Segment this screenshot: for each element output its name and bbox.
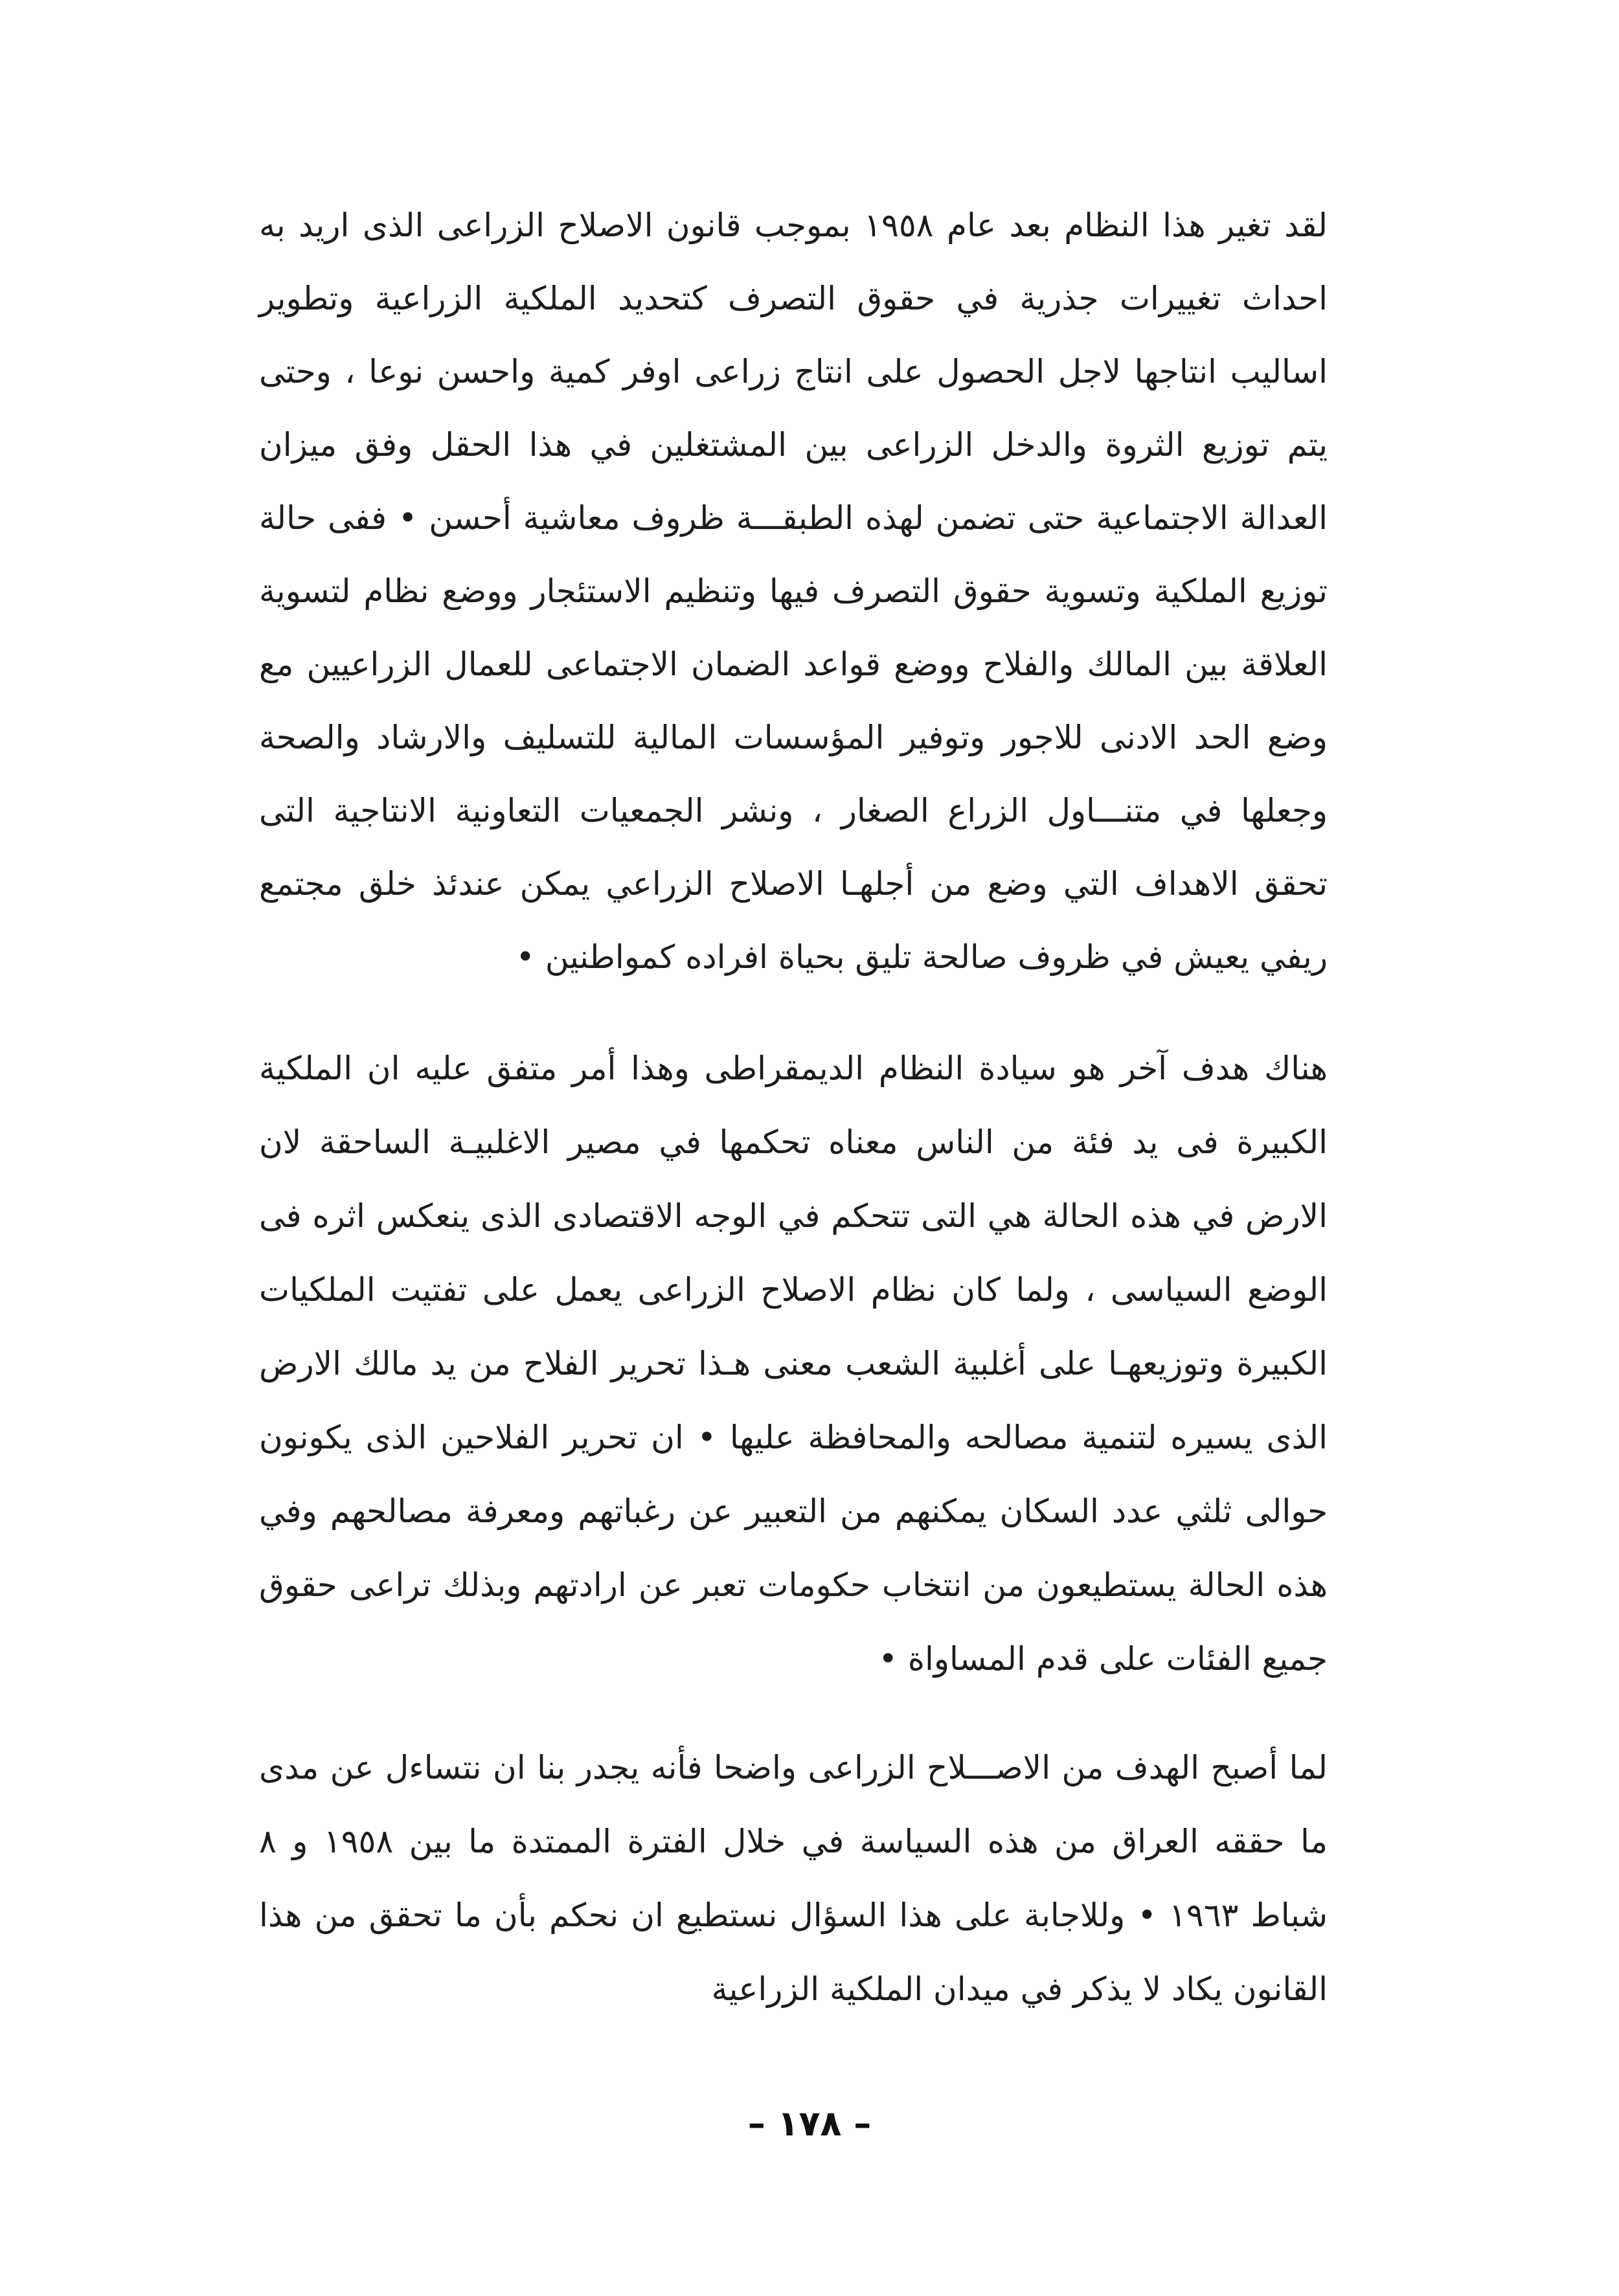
- body-text-2: [259, 1031, 1328, 1696]
- paragraph-agrarian-reform-law: لقد تغير هذا النظام بعد عام ١٩٥٨ بموجب قانون الاصلاح الزراعى الذى اريد به احداث تغييرات جذرية في حقوق التصرف كتحديد الملكية الزراعية وتطوير اساليب انتاجها لاجل الحصول على انتاج زراعى اوفر كمية واحسن نوعا ، وحتى يتم توزيع الثروة والدخل الزراعى بين المشتغلين في هذا الحقل وفق ميزان العدالة الاجتماعية حتى تضمن لهذه الطبقـــة ظروف معاشية أحسن • ففى حالة توزيع الملكية وتسوية حقوق التصرف فيها وتنظيم الاستئجار ووضع نظام لتسوية العلاقة بين المالك والفلاح ووضع قواعد الضمان الاجتماعى للعمال الزراعيين مع وضع الحد الادنى للاجور وتوفير المؤسسات المالية للتسليف والارشاد والصحة وجعلها في متنـــاول الزراع الصغار ، ونشر الجمعيات التعاونية الانتاجية التى تحقق الاهداف التي وضع من أجلهـا الاصلاح الزراعي يمكن عندئذ خلق مجتمع ريفي يعيش في ظروف صالحة تليق بحياة افراده كمواطنين •: [259, 207, 1328, 976]
- body-text: [259, 189, 1328, 994]
- page-number: – ١٧٨ –: [747, 2103, 872, 2144]
- paragraph-achievements-question: لما أصبح الهدف من الاصـــلاح الزراعى واضحا فأنه يجدر بنا ان نتساءل عن مدى ما حققه العراق من هذه السياسة في خلال الفترة الممتدة ما بين ١٩٥٨ و ٨ شباط ١٩٦٣ • وللاجابة على هذا السؤال نستطيع ان نحكم بأن ما تحقق من هذا القانون يكاد لا يذكر في ميدان الملكية الزراعية: [259, 1749, 1328, 2008]
- paragraph-democracy-goal: هناك هدف آخر هو سيادة النظام الديمقراطى وهذا أمر متفق عليه ان الملكية الكبيرة فى يد فئة من الناس معناه تحكمها في مصير الاغلبيـة الساحقة لان الارض في هذه الحالة هي التى تتحكم في الوجه الاقتصادى الذى ينعكس اثره فى الوضع السياسى ، ولما كان نظام الاصلاح الزراعى يعمل على تفتيت الملكيات الكبيرة وتوزيعهـا على أغلبية الشعب معنى هـذا تحرير الفلاح من يد مالك الارض الذى يسيره لتنمية مصالحه والمحافظة عليها • ان تحرير الفلاحين الذى يكونون حوالى ثلثي عدد السكان يمكنهم من التعبير عن رغباتهم ومعرفة مصالحهم وفي هذه الحالة يستطيعون من انتخاب حكومات تعبر عن ارادتهم وبذلك تراعى حقوق جميع الفئات على قدم المساواة •: [259, 1050, 1328, 1678]
- body-text-3: [259, 1731, 1328, 2026]
